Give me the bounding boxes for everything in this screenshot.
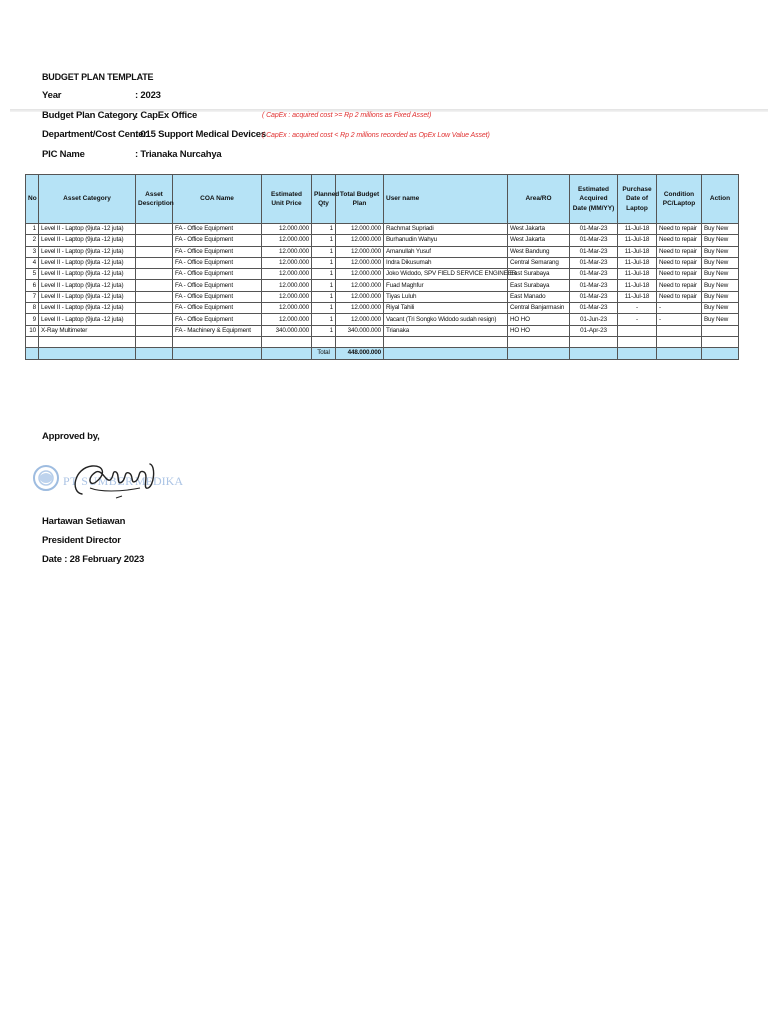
- meta-label: Department/Cost Center: [42, 129, 147, 140]
- acquired-date-cell: 01-Apr-23: [570, 325, 618, 336]
- signer-title: President Director: [42, 535, 121, 546]
- action-cell: Buy New: [702, 246, 739, 257]
- action-cell: Buy New: [702, 314, 739, 325]
- empty-cell: [618, 336, 657, 347]
- col-header-asset-description: Asset Description: [136, 175, 173, 224]
- total-row-cell: [136, 348, 173, 359]
- asset-category-cell: Level II - Laptop (9juta -12 juta): [39, 246, 136, 257]
- user-name-cell: Joko Widodo, SPV FIELD SERVICE ENGINEER: [384, 269, 508, 280]
- asset-description-cell: [136, 235, 173, 246]
- area-cell: East Surabaya: [508, 269, 570, 280]
- total-budget-cell: 12.000.000: [336, 291, 384, 302]
- action-cell: Buy New: [702, 257, 739, 268]
- empty-cell: [570, 336, 618, 347]
- action-cell: Buy New: [702, 303, 739, 314]
- total-value: 448.000.000: [336, 348, 384, 359]
- col-header-no: No: [26, 175, 39, 224]
- total-budget-cell: 12.000.000: [336, 269, 384, 280]
- area-cell: HO HO: [508, 325, 570, 336]
- empty-cell: [508, 336, 570, 347]
- total-row-cell: [702, 348, 739, 359]
- total-row-cell: [173, 348, 262, 359]
- area-cell: West Jakarta: [508, 224, 570, 235]
- asset-description-cell: [136, 303, 173, 314]
- total-budget-cell: 12.000.000: [336, 257, 384, 268]
- col-header-acquired-date: Estimated Acquired Date (MM/YY): [570, 175, 618, 224]
- empty-cell: [312, 336, 336, 347]
- planned-qty-cell: 1: [312, 246, 336, 257]
- total-budget-cell: 12.000.000: [336, 314, 384, 325]
- planned-qty-cell: 1: [312, 235, 336, 246]
- purchase-date-cell: 11-Jul-18: [618, 224, 657, 235]
- asset-description-cell: [136, 257, 173, 268]
- empty-cell: [384, 336, 508, 347]
- acquired-date-cell: 01-Mar-23: [570, 303, 618, 314]
- asset-description-cell: [136, 280, 173, 291]
- total-budget-cell: 12.000.000: [336, 280, 384, 291]
- empty-cell: [173, 336, 262, 347]
- total-row-cell: [39, 348, 136, 359]
- user-name-cell: Vacant (Tri Songko Widodo sudah resign): [384, 314, 508, 325]
- coa-name-cell: FA - Office Equipment: [173, 291, 262, 302]
- condition-cell: Need to repair: [657, 257, 702, 268]
- condition-cell: Need to repair: [657, 235, 702, 246]
- total-row-cell: [657, 348, 702, 359]
- area-cell: HO HO: [508, 314, 570, 325]
- action-cell: Buy New: [702, 235, 739, 246]
- planned-qty-cell: 1: [312, 257, 336, 268]
- condition-cell: -: [657, 314, 702, 325]
- asset-category-cell: X-Ray Multimeter: [39, 325, 136, 336]
- row-number: 8: [26, 303, 39, 314]
- asset-description-cell: [136, 246, 173, 257]
- coa-name-cell: FA - Office Equipment: [173, 257, 262, 268]
- empty-cell: [136, 336, 173, 347]
- row-number: 10: [26, 325, 39, 336]
- total-budget-cell: 12.000.000: [336, 224, 384, 235]
- purchase-date-cell: 11-Jul-18: [618, 257, 657, 268]
- col-header-condition: Condition PC/Laptop: [657, 175, 702, 224]
- row-number: 9: [26, 314, 39, 325]
- col-header-coa-name: COA Name: [173, 175, 262, 224]
- col-header-asset-category: Asset Category: [39, 175, 136, 224]
- asset-category-cell: Level II - Laptop (9juta -12 juta): [39, 269, 136, 280]
- unit-price-cell: 12.000.000: [262, 235, 312, 246]
- col-header-total-budget: Total Budget Plan: [336, 175, 384, 224]
- asset-description-cell: [136, 291, 173, 302]
- empty-cell: [262, 336, 312, 347]
- user-name-cell: Tiyas Luluh: [384, 291, 508, 302]
- acquired-date-cell: 01-Mar-23: [570, 291, 618, 302]
- acquired-date-cell: 01-Mar-23: [570, 257, 618, 268]
- meta-label: PIC Name: [42, 148, 85, 160]
- asset-category-cell: Level II - Laptop (9juta -12 juta): [39, 314, 136, 325]
- total-row-cell: [508, 348, 570, 359]
- user-name-cell: Burhanudin Wahyu: [384, 235, 508, 246]
- user-name-cell: Riyal Tahili: [384, 303, 508, 314]
- condition-cell: Need to repair: [657, 291, 702, 302]
- table-row: [26, 246, 739, 257]
- planned-qty-cell: 1: [312, 224, 336, 235]
- asset-category-cell: Level II - Laptop (9juta -12 juta): [39, 280, 136, 291]
- condition-cell: [657, 325, 702, 336]
- area-cell: East Surabaya: [508, 280, 570, 291]
- area-cell: West Jakarta: [508, 235, 570, 246]
- action-cell: Buy New: [702, 224, 739, 235]
- purchase-date-cell: 11-Jul-18: [618, 280, 657, 291]
- coa-name-cell: FA - Office Equipment: [173, 235, 262, 246]
- action-cell: Buy New: [702, 291, 739, 302]
- table-row: [26, 314, 739, 325]
- budget-table: [25, 174, 739, 360]
- user-name-cell: Fuad Maghfur: [384, 280, 508, 291]
- row-number: 1: [26, 224, 39, 235]
- total-budget-cell: 340.000.000: [336, 325, 384, 336]
- asset-description-cell: [136, 269, 173, 280]
- planned-qty-cell: 1: [312, 325, 336, 336]
- asset-category-cell: Level II - Laptop (9juta -12 juta): [39, 291, 136, 302]
- acquired-date-cell: 01-Mar-23: [570, 224, 618, 235]
- acquired-date-cell: 01-Mar-23: [570, 280, 618, 291]
- total-budget-cell: 12.000.000: [336, 303, 384, 314]
- empty-cell: [336, 336, 384, 347]
- total-label: Total: [312, 348, 336, 359]
- purchase-date-cell: 11-Jul-18: [618, 246, 657, 257]
- total-row-cell: [262, 348, 312, 359]
- total-budget-cell: 12.000.000: [336, 235, 384, 246]
- coa-name-cell: FA - Office Equipment: [173, 314, 262, 325]
- col-header-area: Area/RO: [508, 175, 570, 224]
- meta-value: : CapEx Office: [135, 109, 198, 121]
- total-row-cell: [26, 348, 39, 359]
- user-name-cell: Indra Dikusumah: [384, 257, 508, 268]
- planned-qty-cell: 1: [312, 303, 336, 314]
- purchase-date-cell: -: [618, 314, 657, 325]
- table-row: [26, 269, 739, 280]
- col-header-user-name: User name: [384, 175, 508, 224]
- acquired-date-cell: 01-Mar-23: [570, 269, 618, 280]
- total-row-cell: [384, 348, 508, 359]
- area-cell: Central Semarang: [508, 257, 570, 268]
- table-row: [26, 280, 739, 291]
- unit-price-cell: 12.000.000: [262, 303, 312, 314]
- row-number: 7: [26, 291, 39, 302]
- svg-text:MEDIKA: MEDIKA: [135, 474, 183, 488]
- signer-name: Hartawan Setiawan: [42, 516, 126, 527]
- coa-name-cell: FA - Office Equipment: [173, 224, 262, 235]
- asset-category-cell: Level II - Laptop (9juta -12 juta): [39, 235, 136, 246]
- unit-price-cell: 12.000.000: [262, 280, 312, 291]
- col-header-purchase-date: Purchase Date of Laptop: [618, 175, 657, 224]
- coa-name-cell: FA - Office Equipment: [173, 280, 262, 291]
- meta-value: : 015 Support Medical Devices: [135, 129, 266, 140]
- asset-description-cell: [136, 314, 173, 325]
- condition-cell: Need to repair: [657, 246, 702, 257]
- table-row: [26, 224, 739, 235]
- empty-cell: [39, 336, 136, 347]
- col-header-action: Action: [702, 175, 739, 224]
- unit-price-cell: 12.000.000: [262, 257, 312, 268]
- unit-price-cell: 12.000.000: [262, 269, 312, 280]
- area-cell: Central Banjarmasin: [508, 303, 570, 314]
- signature-icon: [30, 452, 190, 512]
- user-name-cell: Amanullah Yusuf: [384, 246, 508, 257]
- table-body: [26, 224, 739, 360]
- total-budget-cell: 12.000.000: [336, 246, 384, 257]
- empty-cell: [26, 336, 39, 347]
- table-row: [26, 257, 739, 268]
- area-cell: East Manado: [508, 291, 570, 302]
- svg-text:PT SUMBER: PT SUMBER: [63, 474, 134, 488]
- table-header-row: [26, 175, 739, 224]
- meta-label: Budget Plan Category: [42, 109, 138, 121]
- action-cell: Buy New: [702, 280, 739, 291]
- signatory-block: [42, 516, 144, 573]
- condition-cell: Need to repair: [657, 280, 702, 291]
- action-cell: [702, 325, 739, 336]
- user-name-cell: Rachmat Supriadi: [384, 224, 508, 235]
- row-number: 5: [26, 269, 39, 280]
- approval-date: Date : 28 February 2023: [42, 554, 145, 565]
- unit-price-cell: 12.000.000: [262, 246, 312, 257]
- condition-cell: -: [657, 303, 702, 314]
- row-number: 3: [26, 246, 39, 257]
- col-header-planned-qty: Planned Qty: [312, 175, 336, 224]
- table-row: [26, 235, 739, 246]
- asset-description-cell: [136, 325, 173, 336]
- asset-category-cell: Level II - Laptop (9juta -12 juta): [39, 303, 136, 314]
- table-row: [26, 291, 739, 302]
- asset-category-cell: Level II - Laptop (9juta -12 juta): [39, 257, 136, 268]
- company-stamp-and-signature: [30, 452, 190, 517]
- condition-cell: Need to repair: [657, 269, 702, 280]
- user-name-cell: Trianaka: [384, 325, 508, 336]
- purchase-date-cell: 11-Jul-18: [618, 269, 657, 280]
- coa-name-cell: FA - Office Equipment: [173, 303, 262, 314]
- acquired-date-cell: 01-Mar-23: [570, 235, 618, 246]
- row-number: 4: [26, 257, 39, 268]
- condition-cell: Need to repair: [657, 224, 702, 235]
- approved-by-label: Approved by,: [42, 431, 100, 442]
- coa-name-cell: FA - Office Equipment: [173, 269, 262, 280]
- area-cell: West Bandung: [508, 246, 570, 257]
- empty-cell: [702, 336, 739, 347]
- meta-label: Year: [42, 90, 62, 101]
- purchase-date-cell: -: [618, 303, 657, 314]
- coa-name-cell: FA - Office Equipment: [173, 246, 262, 257]
- table-total-row: [26, 348, 739, 359]
- capex-note-low-value: ( CapEx : acquired cost < Rp 2 millions recorded as OpEx Low Value Asset): [262, 132, 490, 139]
- unit-price-cell: 12.000.000: [262, 291, 312, 302]
- total-row-cell: [570, 348, 618, 359]
- planned-qty-cell: 1: [312, 314, 336, 325]
- action-cell: Buy New: [702, 269, 739, 280]
- meta-value: : 2023: [135, 90, 161, 101]
- planned-qty-cell: 1: [312, 269, 336, 280]
- purchase-date-cell: [618, 325, 657, 336]
- row-number: 2: [26, 235, 39, 246]
- unit-price-cell: 12.000.000: [262, 224, 312, 235]
- table-row: [26, 303, 739, 314]
- asset-description-cell: [136, 224, 173, 235]
- table-row: [26, 325, 739, 336]
- empty-cell: [657, 336, 702, 347]
- asset-category-cell: Level II - Laptop (9juta -12 juta): [39, 224, 136, 235]
- table-row-empty: [26, 336, 739, 347]
- purchase-date-cell: 11-Jul-18: [618, 291, 657, 302]
- unit-price-cell: 12.000.000: [262, 314, 312, 325]
- row-number: 6: [26, 280, 39, 291]
- acquired-date-cell: 01-Jun-23: [570, 314, 618, 325]
- unit-price-cell: 340.000.000: [262, 325, 312, 336]
- purchase-date-cell: 11-Jul-18: [618, 235, 657, 246]
- total-row-cell: [618, 348, 657, 359]
- planned-qty-cell: 1: [312, 280, 336, 291]
- col-header-unit-price: Estimated Unit Price: [262, 175, 312, 224]
- acquired-date-cell: 01-Mar-23: [570, 246, 618, 257]
- meta-value: : Trianaka Nurcahya: [135, 148, 222, 160]
- capex-note-fixed-asset: ( CapEx : acquired cost >= Rp 2 millions as Fixed Asset): [262, 112, 432, 119]
- coa-name-cell: FA - Machinery & Equipment: [173, 325, 262, 336]
- document-title: BUDGET PLAN TEMPLATE: [42, 72, 154, 82]
- planned-qty-cell: 1: [312, 291, 336, 302]
